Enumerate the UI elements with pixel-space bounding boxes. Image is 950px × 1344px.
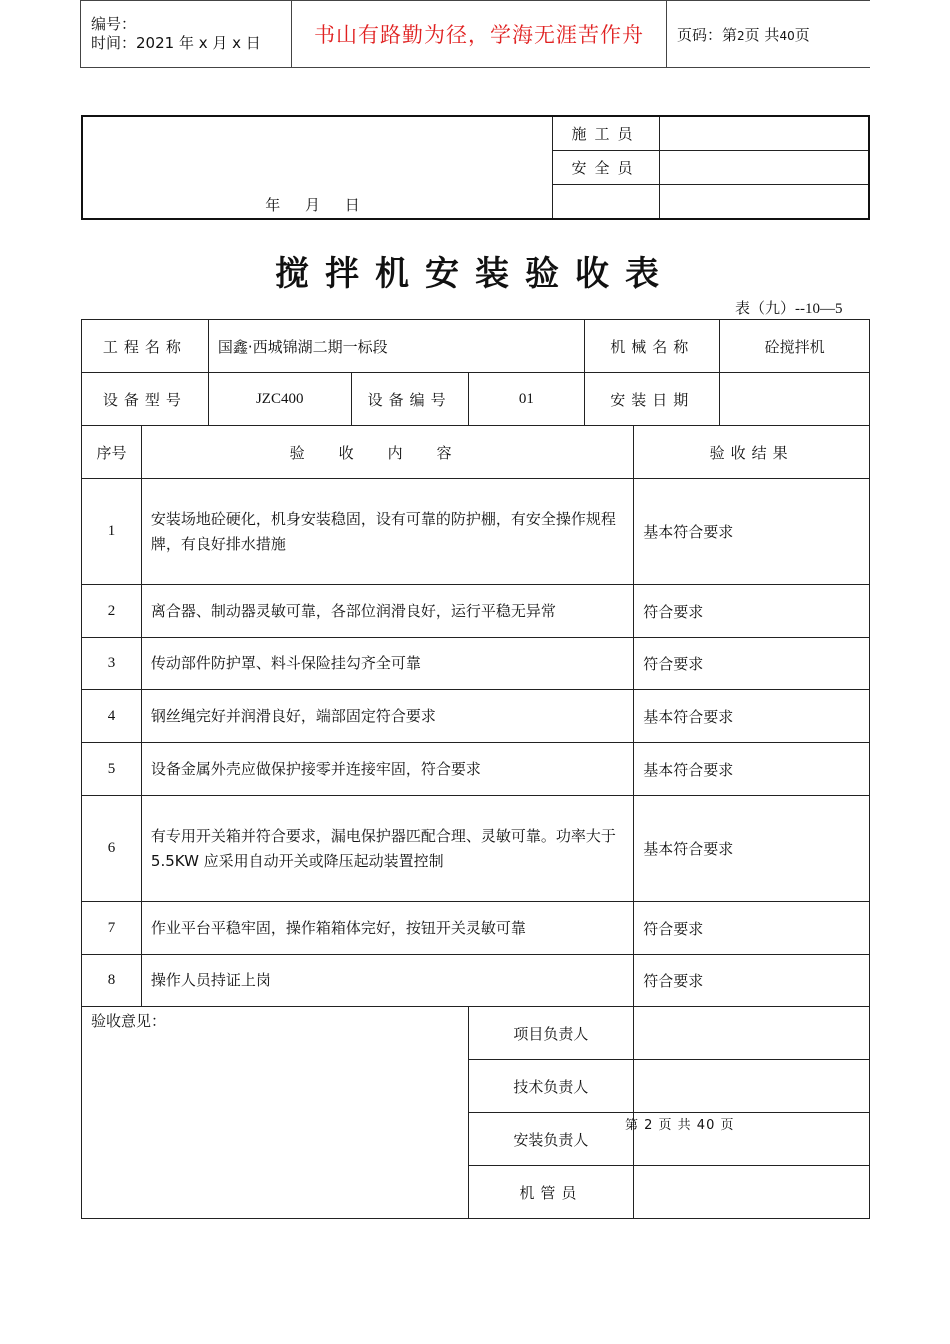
item-content: 传动部件防护罩、料斗保险挂勾齐全可靠 xyxy=(141,638,633,690)
signer-machine-admin-sign[interactable] xyxy=(634,1166,870,1219)
signer-project-lead-sign[interactable] xyxy=(634,1007,870,1060)
page-mark: 第 2 页 共 40 页 xyxy=(625,1118,735,1133)
header-banner xyxy=(80,0,870,68)
form-code: 表（九）--10—5 xyxy=(735,301,843,317)
role-safety-sign[interactable] xyxy=(660,151,870,185)
col-header-result: 验收结果 xyxy=(634,426,870,479)
page-counter: 页码：第2页 共40页 xyxy=(667,1,871,68)
role-extra xyxy=(553,185,660,220)
table-row xyxy=(82,796,870,902)
project-name-label: 工程名称 xyxy=(82,320,209,373)
table-row xyxy=(82,955,870,1007)
table-row xyxy=(82,585,870,638)
project-name-value[interactable]: 国鑫·西城锦湖二期一标段 xyxy=(208,320,585,373)
machine-name-label: 机械名称 xyxy=(585,320,720,373)
item-no: 2 xyxy=(82,585,142,638)
page-number: 2 xyxy=(737,28,745,43)
item-content: 离合器、制动器灵敏可靠，各部位润滑良好，运行平稳无异常 xyxy=(141,585,633,638)
item-result[interactable]: 符合要求 xyxy=(634,638,870,690)
opinion-label: 验收意见： xyxy=(91,1012,167,1030)
model-value[interactable]: JZC400 xyxy=(208,373,351,426)
page-total: 40 xyxy=(779,28,795,43)
item-content: 设备金属外壳应做保护接零并连接牢固，符合要求 xyxy=(141,743,633,796)
item-no: 7 xyxy=(82,902,142,955)
item-result[interactable]: 符合要求 xyxy=(634,902,870,955)
equip-no-label: 设备编号 xyxy=(351,373,468,426)
item-no: 4 xyxy=(82,690,142,743)
page-title: 搅拌机安装验收表 xyxy=(275,254,675,294)
item-result[interactable]: 基本符合要求 xyxy=(634,796,870,902)
machine-name-value[interactable]: 砼搅拌机 xyxy=(720,320,870,373)
item-no: 1 xyxy=(82,479,142,585)
signer-install-lead: 安装负责人 xyxy=(468,1113,634,1166)
item-result[interactable]: 基本符合要求 xyxy=(634,743,870,796)
item-content: 安装场地砼硬化，机身安装稳固，设有可靠的防护棚，有安全操作规程牌，有良好排水措施 xyxy=(141,479,633,585)
table-row xyxy=(82,638,870,690)
item-result[interactable]: 符合要求 xyxy=(634,585,870,638)
col-header-content: 验收内容 xyxy=(141,426,633,479)
number-label: 编号： xyxy=(91,15,137,33)
item-content: 操作人员持证上岗 xyxy=(141,955,633,1007)
signer-tech-lead: 技术负责人 xyxy=(468,1060,634,1113)
equip-no-value[interactable]: 01 xyxy=(468,373,585,426)
signer-machine-admin: 机管员 xyxy=(468,1166,634,1219)
table-row xyxy=(82,743,870,796)
table-row xyxy=(82,479,870,585)
install-date-value[interactable] xyxy=(720,373,870,426)
role-extra-sign[interactable] xyxy=(660,185,870,220)
item-result[interactable]: 基本符合要求 xyxy=(634,479,870,585)
item-no: 6 xyxy=(82,796,142,902)
signer-project-lead: 项目负责人 xyxy=(468,1007,634,1060)
signoff-date: 年 月 日 xyxy=(82,116,553,219)
signer-tech-lead-sign[interactable] xyxy=(634,1060,870,1113)
time-label: 时间：2021 年 x 月 x 日 xyxy=(91,34,261,52)
item-content: 钢丝绳完好并润滑良好，端部固定符合要求 xyxy=(141,690,633,743)
item-result[interactable]: 符合要求 xyxy=(634,955,870,1007)
role-safety: 安全员 xyxy=(553,151,660,185)
item-content: 作业平台平稳牢固，操作箱箱体完好，按钮开关灵敏可靠 xyxy=(141,902,633,955)
col-header-no: 序号 xyxy=(82,426,142,479)
item-no: 8 xyxy=(82,955,142,1007)
item-no: 5 xyxy=(82,743,142,796)
item-result[interactable]: 基本符合要求 xyxy=(634,690,870,743)
acceptance-form xyxy=(81,319,870,1219)
item-content: 有专用开关箱并符合要求，漏电保护器匹配合理、灵敏可靠。功率大于 5.5KW 应采用自动开关或降压起动装置控制 xyxy=(141,796,633,902)
table-row xyxy=(82,690,870,743)
role-construction: 施工员 xyxy=(553,116,660,151)
role-construction-sign[interactable] xyxy=(660,116,870,151)
model-label: 设备型号 xyxy=(82,373,209,426)
table-row xyxy=(82,902,870,955)
opinion-area[interactable] xyxy=(82,1007,469,1219)
install-date-label: 安装日期 xyxy=(585,373,720,426)
item-no: 3 xyxy=(82,638,142,690)
header-info xyxy=(81,1,292,68)
motto: 书山有路勤为径，学海无涯苦作舟 xyxy=(292,1,667,68)
signoff-block xyxy=(81,115,870,220)
